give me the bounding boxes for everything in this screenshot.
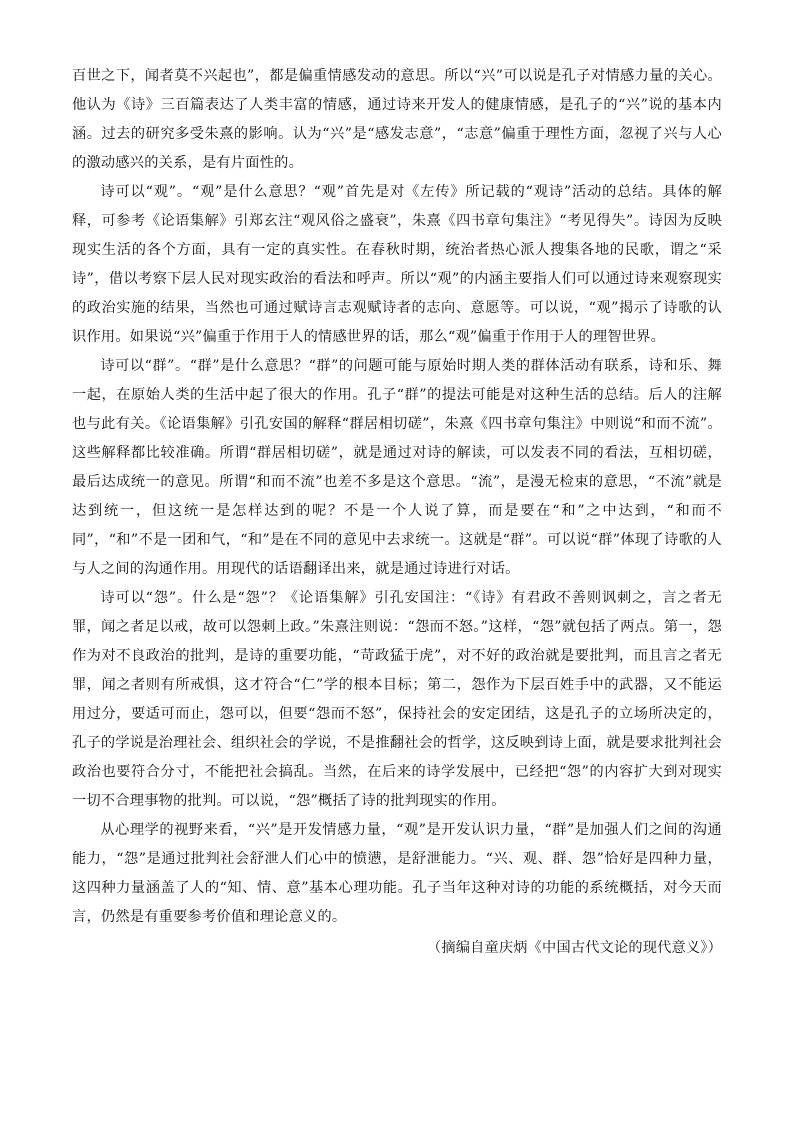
paragraph-summary: 从心理学的视野来看，“兴”是开发情感力量，“观”是开发认识力量，“群”是加强人们之间的沟通能力，“怨”是通过批判社会舒泄人们心中的愤懑，是舒泄能力。“兴、观、群、怨”恰好是四种力量，这四种力量涵盖了人的“知、情、意”基本心理功能。孔子当年这种对诗的功能的系统概括，对今天而言，仍然是有重要参考价值和理论意义的。 [72,822,722,925]
source-citation: （摘编自童庆炳《中国古代文论的现代意义》） [426,940,722,956]
paragraph-xing-continuation: 百世之下，闻者莫不兴起也”，都是偏重情感发动的意思。所以“兴”可以说是孔子对情感力量的关心。他认为《诗》三百篇表达了人类丰富的情感，通过诗来开发人的健康情感，是孔子的“兴”说的基本内涵。过去的研究多受朱熹的影响。认为“兴”是“感发志意”，“志意”偏重于理性方面，忽视了兴与人心的激动感兴的关系，是有片面性的。 [72,68,722,171]
paragraph-qun: 诗可以“群”。“群”是什么意思？“群”的问题可能与原始时期人类的群体活动有联系，诗和乐、舞一起，在原始人类的生活中起了很大的作用。孔子“群”的提法可能是对这种生活的总结。后人的注解也与此有关。《论语集解》引孔安国的解释“群居相切磋”，朱熹《四书章句集注》中则说“和而不流”。这些解释都比较准确。所谓“群居相切磋”，就是通过对诗的解读，可以发表不同的看法，互相切磋，最后达成统一的意见。所谓“和而不流”也差不多是这个意思。“流”，是漫无检束的意思，“不流”就是达到统一，但这统一是怎样达到的呢？不是一个人说了算，而是要在“和”之中达到，“和而不同”，“和”不是一团和气，“和”是在不同的意见中去求统一。这就是“群”。可以说“群”体现了诗歌的人与人之间的沟通作用。用现代的话语翻译出来，就是通过诗进行对话。 [72,358,722,577]
paragraph-yuan: 诗可以“怨”。什么是“怨”？《论语集解》引孔安国注：“《诗》有君政不善则讽刺之，言之者无罪，闻之者足以戒，故可以怨刺上政。”朱熹注则说：“怨而不怒。”这样，“怨”就包括了两点。第一，怨作为对不良政治的批判，是诗的重要功能，“苛政猛于虎”，对不好的政治就是要批判，而且言之者无罪，闻之者则有所戒惧，这才符合“仁”学的根本目标；第二，怨作为下层百姓手中的武器，又不能运用过分，要适可而止，怨可以，但要“怨而不怒”，保持社会的安定团结，这是孔子的立场所决定的，孔子的学说是治理社会、组织社会的学说，不是推翻社会的哲学，这反映到诗上面，就是要求批判社会政治也要符合分寸，不能把社会搞乱。当然，在后来的诗学发展中，已经把“怨”的内容扩大到对现实一切不合理事物的批判。可以说，“怨”概括了诗的批判现实的作用。 [72,590,722,809]
document-page [72,62,722,963]
paragraph-guan: 诗可以“观”。“观”是什么意思？“观”首先是对《左传》所记载的“观诗”活动的总结。具体的解释，可参考《论语集解》引郑玄注“观风俗之盛衰”，朱熹《四书章句集注》“考见得失”。诗因为反映现实生活的各个方面，具有一定的真实性。在春秋时期，统治者热心派人搜集各地的民歌，谓之“采诗”，借以考察下层人民对现实政治的看法和呼声。所以“观”的内涵主要指人们可以通过诗来观察现实的政治实施的结果，当然也可通过赋诗言志观赋诗者的志向、意愿等。可以说，“观”揭示了诗歌的认识作用。如果说“兴”偏重于作用于人的情感世界的话，那么“观”偏重于作用于人的理智世界。 [72,184,722,345]
